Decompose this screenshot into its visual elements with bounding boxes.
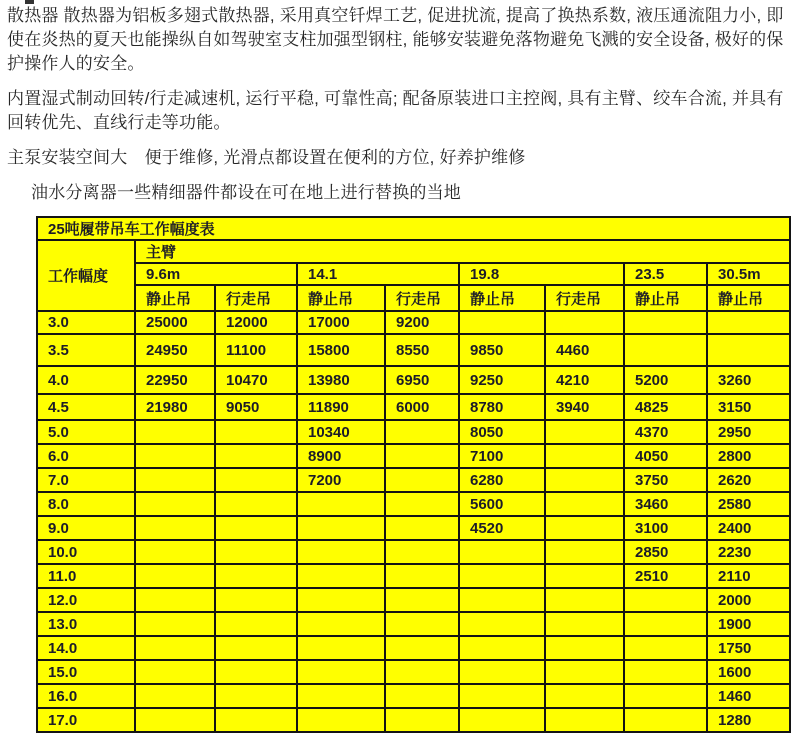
capacity-cell	[385, 420, 459, 444]
radius-cell: 4.0	[37, 366, 135, 394]
capacity-cell	[215, 516, 297, 540]
capacity-cell	[297, 540, 385, 564]
capacity-cell	[545, 660, 624, 684]
capacity-cell: 3100	[624, 516, 707, 540]
capacity-cell: 24950	[135, 334, 215, 366]
capacity-cell: 5600	[459, 492, 545, 516]
capacity-cell: 9250	[459, 366, 545, 394]
radius-cell: 16.0	[37, 684, 135, 708]
clipped-text-fragment	[25, 0, 34, 4]
capacity-cell	[215, 588, 297, 612]
boom-length-cell: 19.8	[459, 263, 624, 285]
capacity-cell	[624, 311, 707, 334]
capacity-cell: 2400	[707, 516, 790, 540]
capacity-cell	[707, 311, 790, 334]
boom-length-cell: 30.5m	[707, 263, 790, 285]
capacity-cell: 4210	[545, 366, 624, 394]
radius-cell: 3.5	[37, 334, 135, 366]
capacity-cell: 25000	[135, 311, 215, 334]
table-row	[37, 636, 790, 660]
capacity-cell	[624, 660, 707, 684]
capacity-cell: 15800	[297, 334, 385, 366]
capacity-cell: 4460	[545, 334, 624, 366]
capacity-cell	[385, 564, 459, 588]
crane-type-cell: 静止吊	[297, 285, 385, 311]
capacity-cell	[215, 612, 297, 636]
capacity-cell	[297, 636, 385, 660]
capacity-cell	[215, 684, 297, 708]
capacity-cell	[135, 564, 215, 588]
table-row	[37, 564, 790, 588]
capacity-cell	[545, 492, 624, 516]
capacity-cell	[707, 334, 790, 366]
capacity-cell	[545, 708, 624, 732]
capacity-cell	[459, 540, 545, 564]
capacity-cell	[215, 636, 297, 660]
capacity-cell: 8550	[385, 334, 459, 366]
capacity-cell	[385, 708, 459, 732]
capacity-cell: 1900	[707, 612, 790, 636]
capacity-cell: 12000	[215, 311, 297, 334]
capacity-cell: 3750	[624, 468, 707, 492]
capacity-cell	[545, 311, 624, 334]
boom-length-row	[37, 263, 790, 285]
radius-cell: 9.0	[37, 516, 135, 540]
capacity-cell: 17000	[297, 311, 385, 334]
capacity-cell	[215, 444, 297, 468]
table-row	[37, 612, 790, 636]
capacity-cell	[545, 540, 624, 564]
capacity-cell	[135, 612, 215, 636]
capacity-cell	[385, 684, 459, 708]
capacity-cell: 3460	[624, 492, 707, 516]
capacity-cell: 1460	[707, 684, 790, 708]
capacity-cell	[624, 334, 707, 366]
paragraph-oil-water-separator: 油水分离器一些精细器件都设在可在地上进行替换的当地	[31, 183, 461, 202]
radius-cell: 13.0	[37, 612, 135, 636]
capacity-cell	[297, 564, 385, 588]
main-boom-header-cell: 主臂	[135, 240, 790, 263]
capacity-cell	[385, 588, 459, 612]
table-row	[37, 334, 790, 366]
table-body	[37, 311, 790, 732]
crane-type-cell: 静止吊	[459, 285, 545, 311]
boom-length-cell: 23.5	[624, 263, 707, 285]
capacity-cell: 1280	[707, 708, 790, 732]
capacity-cell	[135, 420, 215, 444]
capacity-cell: 2850	[624, 540, 707, 564]
table-row	[37, 540, 790, 564]
paragraph-radiator: 散热器 散热器为铝板多翅式散热器, 采用真空钎焊工艺, 促进扰流, 提高了换热系数, 液压通流阻力小, 即使在炎热的夏天也能操纵自如驾驶室支柱加强型钢柱, 能够安装避免落物避免飞溅的安全设备, 极好的保护操作人的安全。	[7, 6, 784, 73]
capacity-cell	[545, 468, 624, 492]
capacity-cell: 8780	[459, 394, 545, 420]
capacity-cell	[459, 612, 545, 636]
radius-cell: 6.0	[37, 444, 135, 468]
capacity-cell: 5200	[624, 366, 707, 394]
radius-cell: 14.0	[37, 636, 135, 660]
radius-cell: 4.5	[37, 394, 135, 420]
crane-type-cell: 行走吊	[385, 285, 459, 311]
capacity-cell	[385, 636, 459, 660]
capacity-cell: 1600	[707, 660, 790, 684]
paragraph-main-pump: 主泵安装空间大 便于维修, 光滑点都设置在便利的方位, 好养护维修	[7, 148, 526, 167]
capacity-cell	[135, 468, 215, 492]
main-boom-row	[37, 240, 790, 263]
capacity-cell	[215, 492, 297, 516]
crane-type-cell: 行走吊	[545, 285, 624, 311]
capacity-cell: 2230	[707, 540, 790, 564]
working-radius-table	[36, 216, 791, 733]
capacity-cell	[545, 636, 624, 660]
capacity-cell	[385, 612, 459, 636]
table-title: 25吨履带吊车工作幅度表	[37, 217, 790, 240]
radius-cell: 10.0	[37, 540, 135, 564]
table-row	[37, 684, 790, 708]
capacity-cell	[215, 540, 297, 564]
crane-type-cell: 静止吊	[707, 285, 790, 311]
capacity-cell	[215, 708, 297, 732]
capacity-cell	[135, 708, 215, 732]
capacity-cell: 4050	[624, 444, 707, 468]
capacity-cell	[385, 516, 459, 540]
radius-cell: 17.0	[37, 708, 135, 732]
capacity-cell	[135, 444, 215, 468]
table-row	[37, 660, 790, 684]
capacity-cell	[385, 660, 459, 684]
table-row	[37, 468, 790, 492]
boom-length-cell: 14.1	[297, 263, 459, 285]
capacity-cell: 11100	[215, 334, 297, 366]
capacity-cell: 9200	[385, 311, 459, 334]
table-row	[37, 366, 790, 394]
capacity-cell	[459, 564, 545, 588]
table-row	[37, 588, 790, 612]
boom-length-cell: 9.6m	[135, 263, 297, 285]
capacity-cell	[135, 540, 215, 564]
table-title-row	[37, 217, 790, 240]
capacity-cell	[297, 516, 385, 540]
capacity-cell: 7100	[459, 444, 545, 468]
table-row	[37, 444, 790, 468]
capacity-cell	[215, 468, 297, 492]
capacity-cell	[545, 564, 624, 588]
capacity-cell: 7200	[297, 468, 385, 492]
capacity-cell	[135, 636, 215, 660]
paragraph-reducer: 内置湿式制动回转/行走减速机, 运行平稳, 可靠性高; 配备原装进口主控阀, 具有主臂、绞车合流, 并具有回转优先、直线行走等功能。	[7, 89, 784, 132]
crane-type-cell: 静止吊	[135, 285, 215, 311]
capacity-cell: 8900	[297, 444, 385, 468]
capacity-cell	[297, 684, 385, 708]
table-row	[37, 311, 790, 334]
radius-header-cell: 工作幅度	[37, 240, 135, 311]
capacity-cell	[459, 588, 545, 612]
capacity-cell	[545, 612, 624, 636]
radius-cell: 15.0	[37, 660, 135, 684]
capacity-cell	[545, 444, 624, 468]
capacity-cell: 2110	[707, 564, 790, 588]
crane-type-row	[37, 285, 790, 311]
capacity-cell	[545, 420, 624, 444]
capacity-cell: 2580	[707, 492, 790, 516]
capacity-cell	[297, 708, 385, 732]
capacity-cell: 22950	[135, 366, 215, 394]
radius-cell: 5.0	[37, 420, 135, 444]
capacity-cell	[459, 660, 545, 684]
capacity-cell	[385, 444, 459, 468]
capacity-cell	[215, 564, 297, 588]
capacity-cell: 9050	[215, 394, 297, 420]
capacity-cell	[624, 636, 707, 660]
capacity-cell	[297, 588, 385, 612]
table-row	[37, 708, 790, 732]
radius-cell: 3.0	[37, 311, 135, 334]
capacity-cell: 6000	[385, 394, 459, 420]
capacity-cell: 4825	[624, 394, 707, 420]
capacity-cell: 8050	[459, 420, 545, 444]
capacity-cell	[215, 420, 297, 444]
radius-cell: 7.0	[37, 468, 135, 492]
crane-type-cell: 静止吊	[624, 285, 707, 311]
table-row	[37, 394, 790, 420]
table-row	[37, 516, 790, 540]
capacity-cell	[297, 612, 385, 636]
capacity-cell: 4370	[624, 420, 707, 444]
capacity-cell	[624, 612, 707, 636]
table-row	[37, 420, 790, 444]
capacity-cell	[135, 516, 215, 540]
capacity-cell: 2950	[707, 420, 790, 444]
capacity-cell	[297, 492, 385, 516]
capacity-cell	[624, 708, 707, 732]
capacity-cell	[135, 492, 215, 516]
capacity-cell: 3150	[707, 394, 790, 420]
capacity-cell	[624, 588, 707, 612]
capacity-cell	[215, 660, 297, 684]
capacity-cell: 4520	[459, 516, 545, 540]
capacity-cell	[459, 311, 545, 334]
capacity-cell: 13980	[297, 366, 385, 394]
capacity-cell	[459, 636, 545, 660]
capacity-cell	[135, 660, 215, 684]
capacity-cell	[545, 684, 624, 708]
radius-cell: 8.0	[37, 492, 135, 516]
capacity-cell: 2620	[707, 468, 790, 492]
capacity-cell	[459, 684, 545, 708]
capacity-cell	[624, 684, 707, 708]
capacity-cell: 6950	[385, 366, 459, 394]
capacity-cell: 21980	[135, 394, 215, 420]
capacity-cell	[459, 708, 545, 732]
capacity-cell: 10470	[215, 366, 297, 394]
capacity-cell	[545, 588, 624, 612]
radius-cell: 12.0	[37, 588, 135, 612]
capacity-cell	[385, 540, 459, 564]
table-header	[37, 217, 790, 311]
capacity-cell: 3260	[707, 366, 790, 394]
capacity-cell: 2510	[624, 564, 707, 588]
capacity-cell: 11890	[297, 394, 385, 420]
capacity-cell: 9850	[459, 334, 545, 366]
capacity-cell	[135, 588, 215, 612]
capacity-cell: 6280	[459, 468, 545, 492]
capacity-cell: 3940	[545, 394, 624, 420]
capacity-cell: 1750	[707, 636, 790, 660]
capacity-cell	[385, 492, 459, 516]
capacity-cell	[297, 660, 385, 684]
table-row	[37, 492, 790, 516]
capacity-cell: 2000	[707, 588, 790, 612]
capacity-cell	[385, 468, 459, 492]
capacity-cell	[135, 684, 215, 708]
radius-cell: 11.0	[37, 564, 135, 588]
capacity-cell: 2800	[707, 444, 790, 468]
capacity-cell	[545, 516, 624, 540]
capacity-cell: 10340	[297, 420, 385, 444]
crane-type-cell: 行走吊	[215, 285, 297, 311]
